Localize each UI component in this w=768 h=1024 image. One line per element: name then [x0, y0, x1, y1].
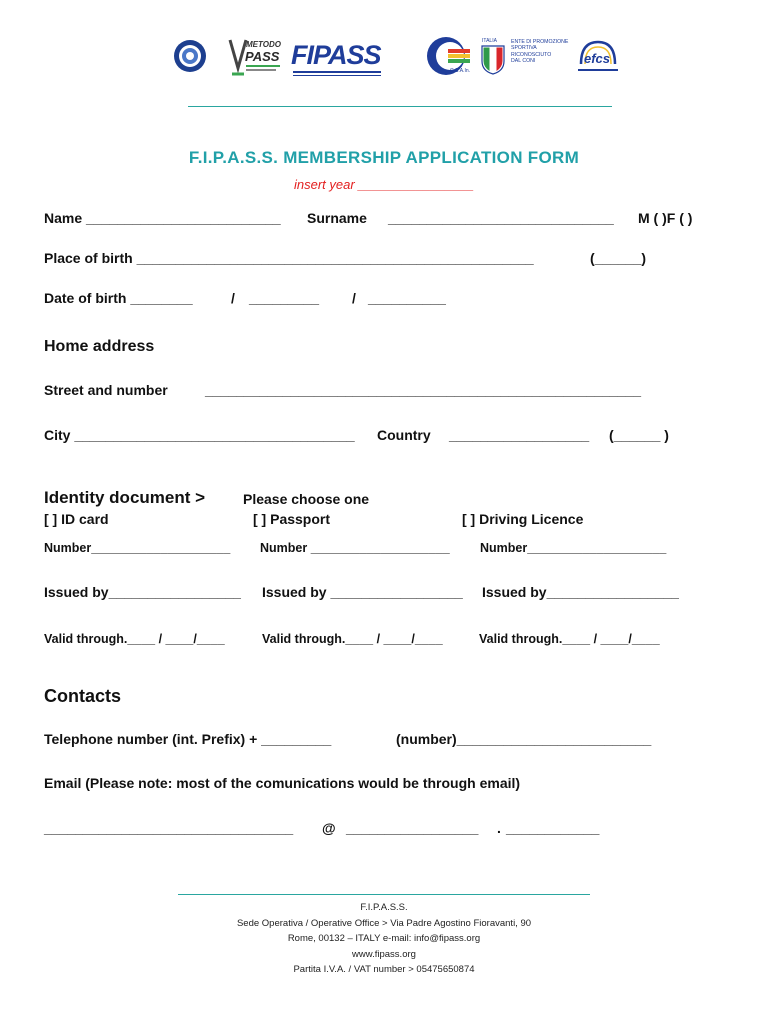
- footer-website[interactable]: www.fipass.org: [352, 948, 416, 960]
- footer: [0, 900, 768, 978]
- id-card-issued-field[interactable]: Issued by_________________: [44, 584, 241, 600]
- contacts-header: Contacts: [44, 686, 122, 706]
- licence-number-field[interactable]: Number____________________: [480, 541, 667, 555]
- street-field[interactable]: ________________________________________________________: [205, 382, 642, 398]
- metodo-text: METODO: [246, 40, 281, 49]
- licence-valid-field[interactable]: Valid through.____ / ____/____: [479, 632, 660, 646]
- dob-year-field[interactable]: __________: [368, 290, 446, 306]
- footer-city-email[interactable]: Rome, 00132 – ITALY e-mail: info@fipass.org: [287, 933, 481, 944]
- passport-issued-field[interactable]: Issued by _________________: [262, 584, 463, 600]
- header-divider: [188, 106, 612, 107]
- licence-issued-field[interactable]: Issued by_________________: [482, 584, 679, 600]
- email-at-sign: @: [322, 820, 336, 836]
- email-domain-field[interactable]: _________________: [346, 820, 479, 836]
- footer-vat-number: Partita I.V.A. / VAT number > 05475650874: [293, 964, 475, 975]
- street-label: Street and number: [44, 382, 168, 398]
- country-field[interactable]: __________________: [449, 427, 590, 443]
- ente-promozione-text: ENTE DI PROMOZIONE SPORTIVA RICONOSCIUTO DAL CONI: [511, 39, 569, 65]
- choose-one-label: Please choose one: [243, 491, 370, 507]
- form-title: F.I.P.A.S.S. MEMBERSHIP APPLICATION FORM: [188, 148, 580, 167]
- telephone-number-field[interactable]: (number)_________________________: [396, 731, 652, 747]
- passport-number-field[interactable]: Number ____________________: [260, 541, 450, 555]
- italian-flag-shield-icon: [481, 45, 505, 75]
- date-of-birth-field[interactable]: Date of birth ________: [44, 290, 193, 306]
- email-user-field[interactable]: ________________________________: [44, 820, 294, 836]
- logo-bar: [0, 32, 768, 92]
- place-of-birth-field[interactable]: Place of birth ___________________________________________________: [44, 250, 534, 266]
- id-card-checkbox[interactable]: [ ] ID card: [44, 511, 109, 527]
- country-code-field[interactable]: (______ ): [609, 427, 669, 443]
- fipass-wordmark: FIPASS: [291, 40, 381, 70]
- footer-org-name: F.I.P.A.S.S.: [360, 902, 408, 913]
- place-province-field[interactable]: (______): [590, 250, 647, 266]
- insert-year-field[interactable]: insert year ________________: [294, 177, 474, 192]
- surname-field[interactable]: _____________________________: [388, 210, 614, 226]
- metodo-pass-logo: [226, 38, 284, 80]
- pass-text: PASS: [245, 49, 280, 64]
- name-field[interactable]: Name _________________________: [44, 210, 281, 226]
- dob-month-field[interactable]: _________: [249, 290, 320, 306]
- dob-separator: /: [352, 290, 356, 306]
- dob-separator: /: [231, 290, 235, 306]
- footer-office-address: Sede Operativa / Operative Office > Via Padre Agostino Fioravanti, 90: [236, 917, 532, 929]
- email-dot: .: [497, 820, 501, 836]
- city-field[interactable]: City ____________________________________: [44, 427, 355, 443]
- efcs-wordmark: efcs: [584, 51, 611, 66]
- italia-text: ITALIA: [482, 38, 497, 44]
- email-note: Email (Please note: most of the comunications would be through email): [44, 775, 521, 791]
- fipass-logo: [291, 40, 386, 80]
- svg-text:C.S.A.In.: C.S.A.In.: [450, 68, 471, 74]
- home-address-header: Home address: [44, 338, 155, 355]
- id-card-valid-field[interactable]: Valid through.____ / ____/____: [44, 632, 225, 646]
- italia-shield-logo: [481, 38, 505, 76]
- identity-document-header: Identity document >: [44, 488, 206, 507]
- id-card-number-field[interactable]: Number____________________: [44, 541, 231, 555]
- gender-options[interactable]: M ( )F ( ): [638, 210, 693, 226]
- surname-label: Surname: [307, 210, 367, 226]
- driving-licence-checkbox[interactable]: [ ] Driving Licence: [462, 511, 584, 527]
- efcs-logo: [575, 38, 621, 76]
- csain-logo: [426, 36, 472, 76]
- country-label: Country: [377, 427, 431, 443]
- passport-checkbox[interactable]: [ ] Passport: [253, 511, 331, 527]
- passport-valid-field[interactable]: Valid through.____ / ____/____: [262, 632, 443, 646]
- association-emblem-logo: [173, 38, 207, 74]
- email-tld-field[interactable]: ____________: [506, 820, 600, 836]
- footer-divider: [178, 894, 590, 895]
- telephone-prefix-field[interactable]: Telephone number (int. Prefix) + _________: [44, 731, 332, 747]
